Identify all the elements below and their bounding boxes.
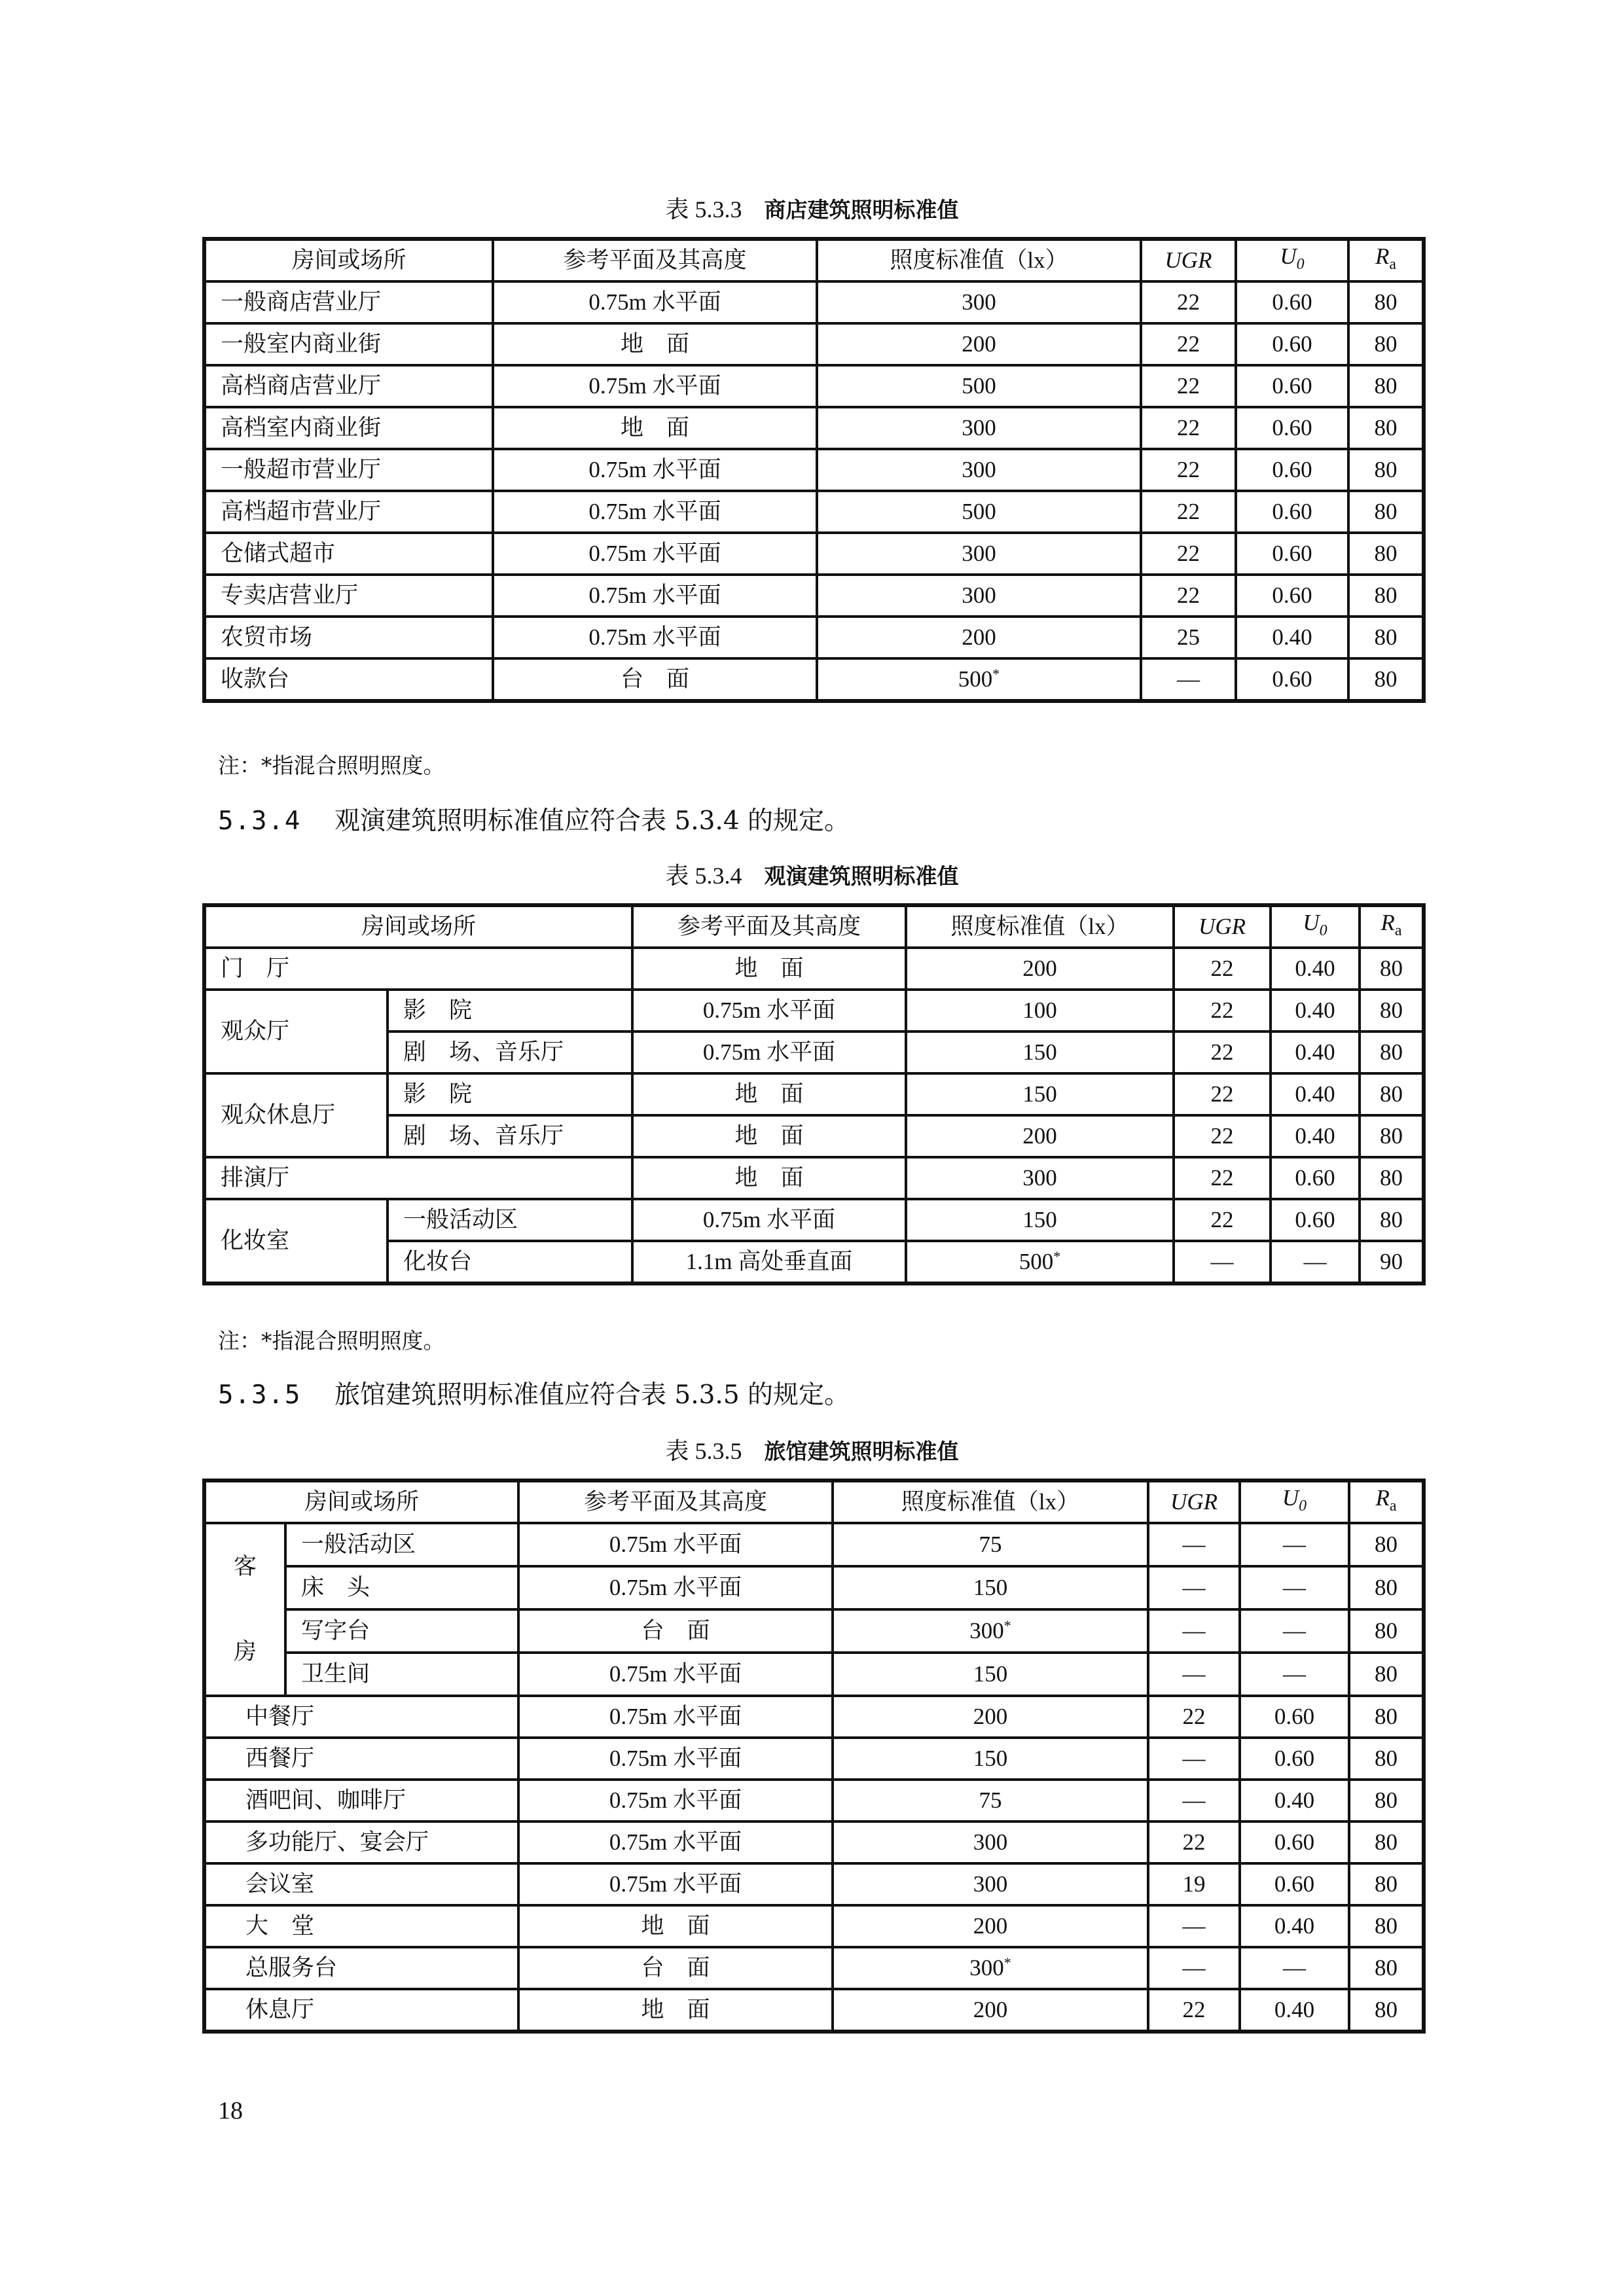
footnote-mark: * (1003, 1617, 1011, 1634)
lux-cell: 300 (833, 1863, 1148, 1905)
u0-cell: 0.60 (1271, 1199, 1360, 1241)
ra-cell: 80 (1348, 281, 1424, 323)
sub-room-cell: 影 院 (388, 990, 632, 1031)
ugr-cell: 22 (1141, 491, 1236, 533)
lux-cell: 300 (906, 1157, 1174, 1199)
plane-cell: 地 面 (632, 1115, 906, 1157)
plane-cell: 地 面 (632, 1073, 906, 1115)
table-row (204, 658, 1424, 701)
plane-cell: 0.75m 水平面 (493, 365, 817, 407)
sub-room-cell: 写字台 (285, 1609, 518, 1653)
plane-cell: 0.75m 水平面 (493, 449, 817, 491)
room-cell: 排演厅 (204, 1157, 632, 1199)
plane-cell: 1.1m 高处垂直面 (632, 1241, 906, 1283)
plane-cell: 地 面 (518, 1989, 833, 2032)
lux-cell: 500* (906, 1241, 1174, 1283)
plane-cell: 台 面 (518, 1947, 833, 1989)
ugr-cell: 22 (1174, 1031, 1271, 1073)
ra-cell: 80 (1348, 617, 1424, 658)
header-ugr: UGR (1174, 905, 1271, 948)
ugr-cell: 22 (1174, 1115, 1271, 1157)
lux-cell: 75 (833, 1523, 1148, 1566)
ra-cell: 80 (1349, 1696, 1424, 1738)
table-row (204, 323, 1424, 365)
table-row (204, 491, 1424, 533)
room-cell: 总服务台 (204, 1947, 518, 1989)
ra-cell: 80 (1348, 575, 1424, 617)
ugr-cell: 22 (1148, 1696, 1240, 1738)
header-row (204, 905, 1424, 948)
lux-cell: 300 (817, 281, 1141, 323)
table-row (204, 1566, 1424, 1609)
caption-number: 表 5.3.3 (665, 196, 742, 223)
sub-room-cell: 剧 场、音乐厅 (388, 1031, 632, 1073)
lux-cell: 500 (817, 491, 1141, 533)
table-row (204, 617, 1424, 658)
u0-cell: 0.40 (1271, 990, 1360, 1031)
lux-cell: 200 (906, 1115, 1174, 1157)
ugr-cell: 22 (1141, 365, 1236, 407)
ra-cell: 80 (1348, 323, 1424, 365)
ugr-cell: — (1148, 1947, 1240, 1989)
header-room: 房间或场所 (204, 239, 493, 281)
room-cell: 中餐厅 (204, 1696, 518, 1738)
group-label-top: 客 (233, 1554, 257, 1579)
ugr-cell: — (1148, 1566, 1240, 1609)
table-535-caption (0, 1438, 1624, 1465)
table-row (204, 1199, 1424, 1241)
ugr-cell: 22 (1141, 323, 1236, 365)
ra-cell: 80 (1349, 1989, 1424, 2032)
table-row (204, 1241, 1424, 1283)
section-text: 观演建筑照明标准值应符合表 5.3.4 的规定。 (334, 806, 850, 836)
ra-cell: 80 (1360, 1115, 1424, 1157)
lux-cell: 200 (833, 1905, 1148, 1947)
lux-cell: 300 (817, 533, 1141, 575)
ra-cell: 80 (1349, 1821, 1424, 1863)
u0-cell: 0.60 (1240, 1696, 1349, 1738)
ra-cell: 80 (1348, 658, 1424, 701)
room-cell: 大 堂 (204, 1905, 518, 1947)
plane-cell: 台 面 (518, 1609, 833, 1653)
header-room: 房间或场所 (204, 1480, 518, 1523)
lux-cell: 300* (833, 1609, 1148, 1653)
table-534 (202, 903, 1426, 1285)
sub-room-cell: 化妆台 (388, 1241, 632, 1283)
lux-cell: 200 (833, 1989, 1148, 2032)
ra-cell: 80 (1349, 1738, 1424, 1780)
room-cell: 高档商店营业厅 (204, 365, 493, 407)
ugr-cell: — (1148, 1609, 1240, 1653)
footnote-mark: * (992, 666, 1000, 682)
ra-cell: 80 (1360, 1199, 1424, 1241)
room-cell: 高档超市营业厅 (204, 491, 493, 533)
table-row (204, 1821, 1424, 1863)
sub-room-cell: 一般活动区 (388, 1199, 632, 1241)
header-plane: 参考平面及其高度 (632, 905, 906, 948)
room-cell: 专卖店营业厅 (204, 575, 493, 617)
plane-cell: 0.75m 水平面 (518, 1566, 833, 1609)
ra-cell: 80 (1360, 1073, 1424, 1115)
table-row (204, 1863, 1424, 1905)
sub-room-cell: 卫生间 (285, 1653, 518, 1696)
plane-cell: 0.75m 水平面 (632, 990, 906, 1031)
caption-title: 商店建筑照明标准值 (764, 197, 959, 223)
lux-cell: 300 (817, 449, 1141, 491)
lux-cell: 150 (906, 1031, 1174, 1073)
room-cell: 一般超市营业厅 (204, 449, 493, 491)
u0-cell: 0.40 (1271, 948, 1360, 990)
u0-cell: 0.60 (1240, 1863, 1349, 1905)
plane-cell: 地 面 (632, 948, 906, 990)
u0-cell: 0.40 (1271, 1115, 1360, 1157)
header-u0: $U_0$ (1240, 1480, 1349, 1523)
u0-cell: 0.40 (1271, 1031, 1360, 1073)
ugr-cell: 22 (1174, 1199, 1271, 1241)
table-row (204, 1031, 1424, 1073)
group-cell: 化妆室 (204, 1199, 388, 1283)
plane-cell: 0.75m 水平面 (518, 1821, 833, 1863)
lux-cell: 150 (833, 1566, 1148, 1609)
header-plane: 参考平面及其高度 (493, 239, 817, 281)
ugr-cell: 22 (1148, 1821, 1240, 1863)
u0-cell: 0.40 (1271, 1073, 1360, 1115)
plane-cell: 0.75m 水平面 (632, 1199, 906, 1241)
room-cell: 收款台 (204, 658, 493, 701)
lux-cell: 150 (906, 1199, 1174, 1241)
lux-cell: 500* (817, 658, 1141, 701)
header-u0: $U_0$ (1271, 905, 1360, 948)
table-row (204, 575, 1424, 617)
ugr-cell: 25 (1141, 617, 1236, 658)
header-room: 房间或场所 (204, 905, 632, 948)
caption-title: 旅馆建筑照明标准值 (764, 1439, 959, 1464)
table-534-caption (0, 863, 1624, 889)
u0-cell: — (1240, 1566, 1349, 1609)
room-cell: 仓储式超市 (204, 533, 493, 575)
table-row (204, 1115, 1424, 1157)
u0-cell: 0.60 (1236, 449, 1348, 491)
ugr-cell: — (1174, 1241, 1271, 1283)
plane-cell: 0.75m 水平面 (493, 533, 817, 575)
plane-cell: 0.75m 水平面 (518, 1780, 833, 1821)
ra-cell: 80 (1348, 533, 1424, 575)
table-row (204, 1523, 1424, 1566)
room-cell: 会议室 (204, 1863, 518, 1905)
u0-cell: 0.60 (1236, 491, 1348, 533)
header-ra: $R_a$ (1360, 905, 1424, 948)
u0-cell: — (1240, 1947, 1349, 1989)
table-row (204, 449, 1424, 491)
ra-cell: 80 (1360, 948, 1424, 990)
u0-cell: 0.60 (1236, 533, 1348, 575)
u0-cell: — (1240, 1609, 1349, 1653)
lux-cell: 300* (833, 1947, 1148, 1989)
u0-cell: 0.40 (1240, 1989, 1349, 2032)
section-text: 旅馆建筑照明标准值应符合表 5.3.5 的规定。 (334, 1380, 850, 1410)
lux-cell: 75 (833, 1780, 1148, 1821)
section-number: 5.3.5 (218, 1380, 302, 1410)
sub-room-cell: 剧 场、音乐厅 (388, 1115, 632, 1157)
plane-cell: 0.75m 水平面 (632, 1031, 906, 1073)
header-u0: $U_0$ (1236, 239, 1348, 281)
ugr-cell: 22 (1148, 1989, 1240, 2032)
table-535 (202, 1479, 1426, 2034)
room-cell: 一般室内商业街 (204, 323, 493, 365)
table-533-caption (0, 196, 1624, 223)
ugr-cell: — (1148, 1780, 1240, 1821)
table-row (204, 1780, 1424, 1821)
section-535-heading (218, 1379, 850, 1412)
lux-cell: 300 (817, 407, 1141, 449)
u0-cell: 0.60 (1236, 323, 1348, 365)
u0-cell: — (1240, 1653, 1349, 1696)
ugr-cell: 22 (1174, 948, 1271, 990)
table-534-note: 注：*指混合照明照度。 (218, 1328, 445, 1354)
page-number: 18 (218, 2097, 243, 2125)
plane-cell: 地 面 (518, 1905, 833, 1947)
ra-cell: 80 (1360, 990, 1424, 1031)
plane-cell: 0.75m 水平面 (518, 1738, 833, 1780)
lux-cell: 200 (817, 323, 1141, 365)
table-row (204, 1609, 1424, 1653)
lux-cell: 200 (833, 1696, 1148, 1738)
plane-cell: 台 面 (493, 658, 817, 701)
header-row (204, 239, 1424, 281)
header-lux: 照度标准值（lx） (833, 1480, 1148, 1523)
ra-cell: 80 (1360, 1157, 1424, 1199)
ra-cell: 80 (1349, 1523, 1424, 1566)
ugr-cell: 22 (1174, 1157, 1271, 1199)
section-number: 5.3.4 (218, 806, 302, 836)
plane-cell: 0.75m 水平面 (493, 617, 817, 658)
lux-cell: 500 (817, 365, 1141, 407)
u0-cell: 0.60 (1271, 1157, 1360, 1199)
plane-cell: 地 面 (493, 323, 817, 365)
header-ugr: UGR (1148, 1480, 1240, 1523)
header-ra: $R_a$ (1348, 239, 1424, 281)
header-lux: 照度标准值（lx） (817, 239, 1141, 281)
ugr-cell: — (1148, 1653, 1240, 1696)
u0-cell: — (1240, 1523, 1349, 1566)
plane-cell: 0.75m 水平面 (518, 1696, 833, 1738)
lux-cell: 150 (833, 1738, 1148, 1780)
header-lux: 照度标准值（lx） (906, 905, 1174, 948)
ugr-cell: — (1148, 1738, 1240, 1780)
room-cell: 西餐厅 (204, 1738, 518, 1780)
ugr-cell: 22 (1174, 990, 1271, 1031)
table-row (204, 1738, 1424, 1780)
table-row (204, 1653, 1424, 1696)
plane-cell: 0.75m 水平面 (518, 1653, 833, 1696)
u0-cell: 0.60 (1236, 281, 1348, 323)
ra-cell: 80 (1349, 1947, 1424, 1989)
lux-cell: 100 (906, 990, 1174, 1031)
ugr-cell: 22 (1174, 1073, 1271, 1115)
lux-cell: 300 (817, 575, 1141, 617)
table-row (204, 1947, 1424, 1989)
room-cell: 高档室内商业街 (204, 407, 493, 449)
sub-room-cell: 床 头 (285, 1566, 518, 1609)
table-row (204, 407, 1424, 449)
u0-cell: 0.40 (1240, 1905, 1349, 1947)
plane-cell: 0.75m 水平面 (493, 491, 817, 533)
table-row (204, 948, 1424, 990)
caption-number: 表 5.3.4 (665, 863, 742, 889)
u0-cell: 0.60 (1236, 658, 1348, 701)
room-cell: 农贸市场 (204, 617, 493, 658)
plane-cell: 地 面 (632, 1157, 906, 1199)
lux-cell: 150 (833, 1653, 1148, 1696)
header-ra: $R_a$ (1349, 1480, 1424, 1523)
group-cell: 观众厅 (204, 990, 388, 1073)
plane-cell: 0.75m 水平面 (493, 281, 817, 323)
table-row (204, 1989, 1424, 2032)
ra-cell: 80 (1348, 491, 1424, 533)
ra-cell: 80 (1348, 449, 1424, 491)
lux-cell: 150 (906, 1073, 1174, 1115)
table-row (204, 1905, 1424, 1947)
table-row (204, 365, 1424, 407)
lux-cell: 200 (817, 617, 1141, 658)
ra-cell: 80 (1349, 1780, 1424, 1821)
ugr-cell: — (1148, 1523, 1240, 1566)
ra-cell: 80 (1349, 1863, 1424, 1905)
group-label-bottom: 房 (233, 1639, 257, 1664)
ra-cell: 80 (1349, 1905, 1424, 1947)
plane-cell: 0.75m 水平面 (518, 1863, 833, 1905)
room-cell: 多功能厅、宴会厅 (204, 1821, 518, 1863)
table-row (204, 990, 1424, 1031)
ra-cell: 80 (1348, 407, 1424, 449)
ra-cell: 90 (1360, 1241, 1424, 1283)
u0-cell: 0.60 (1236, 365, 1348, 407)
u0-cell: 0.60 (1240, 1821, 1349, 1863)
footnote-mark: * (1003, 1954, 1011, 1971)
footnote-mark: * (1053, 1248, 1061, 1265)
section-534-heading (218, 805, 850, 838)
ra-cell: 80 (1360, 1031, 1424, 1073)
table-row (204, 281, 1424, 323)
table-row (204, 1157, 1424, 1199)
ugr-cell: — (1148, 1905, 1240, 1947)
table-533-note: 注：*指混合照明照度。 (218, 753, 445, 778)
caption-number: 表 5.3.5 (665, 1438, 742, 1464)
ugr-cell: 22 (1141, 533, 1236, 575)
ra-cell: 80 (1348, 365, 1424, 407)
lux-cell: 300 (833, 1821, 1148, 1863)
ugr-cell: 22 (1141, 449, 1236, 491)
room-cell: 酒吧间、咖啡厅 (204, 1780, 518, 1821)
ugr-cell: — (1141, 658, 1236, 701)
u0-cell: — (1271, 1241, 1360, 1283)
u0-cell: 0.60 (1240, 1738, 1349, 1780)
ugr-cell: 19 (1148, 1863, 1240, 1905)
sub-room-cell: 影 院 (388, 1073, 632, 1115)
u0-cell: 0.40 (1240, 1780, 1349, 1821)
ra-cell: 80 (1349, 1609, 1424, 1653)
table-row (204, 1073, 1424, 1115)
lux-cell: 200 (906, 948, 1174, 990)
table-row (204, 533, 1424, 575)
caption-title: 观演建筑照明标准值 (764, 863, 959, 889)
group-cell-guest-room (204, 1523, 285, 1696)
table-533 (202, 237, 1426, 703)
ra-cell: 80 (1349, 1566, 1424, 1609)
room-cell: 门 厅 (204, 948, 632, 990)
ugr-cell: 22 (1141, 575, 1236, 617)
sub-room-cell: 一般活动区 (285, 1523, 518, 1566)
header-row (204, 1480, 1424, 1523)
plane-cell: 地 面 (493, 407, 817, 449)
room-cell: 一般商店营业厅 (204, 281, 493, 323)
u0-cell: 0.40 (1236, 617, 1348, 658)
ugr-cell: 22 (1141, 281, 1236, 323)
plane-cell: 0.75m 水平面 (518, 1523, 833, 1566)
plane-cell: 0.75m 水平面 (493, 575, 817, 617)
ra-cell: 80 (1349, 1653, 1424, 1696)
header-plane: 参考平面及其高度 (518, 1480, 833, 1523)
room-cell: 休息厅 (204, 1989, 518, 2032)
u0-cell: 0.60 (1236, 575, 1348, 617)
ugr-cell: 22 (1141, 407, 1236, 449)
table-row (204, 1696, 1424, 1738)
group-cell: 观众休息厅 (204, 1073, 388, 1157)
header-ugr: UGR (1141, 239, 1236, 281)
u0-cell: 0.60 (1236, 407, 1348, 449)
